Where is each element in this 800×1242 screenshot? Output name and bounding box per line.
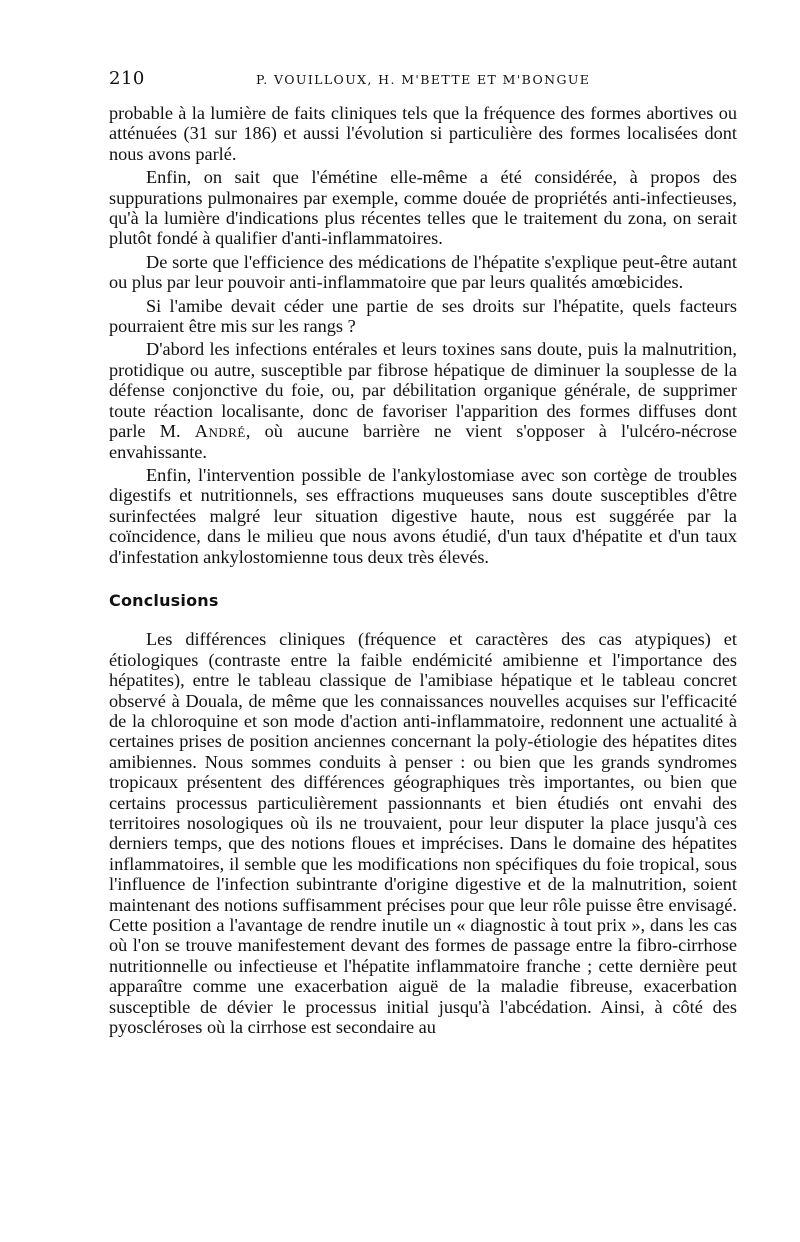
paragraph-text: , où aucune barrière ne vient s'opposer à l'ulcéro-nécrose envahissante. [109, 421, 737, 462]
paragraph: De sorte que l'efficience des médications de l'hépatite s'explique peut-être autant ou plus par leur pouvoir anti-inflammatoire que par leurs qualités amœbicides. [109, 251, 737, 293]
running-title: P. VOUILLOUX, H. M'BETTE ET M'BONGUE [256, 72, 591, 87]
page-number: 210 [109, 68, 145, 89]
paragraph: probable à la lumière de faits cliniques tels que la fréquence des formes abortives ou atténuées (31 sur 186) et aussi l'évolution si particulière des formes localisées dont nous avons parlé. [109, 103, 737, 164]
paragraph: Enfin, l'intervention possible de l'ankylostomiase avec son cortège de troubles digestifs et nutritionnels, ses effractions muqueuses sans doute susceptibles d'être surinfectées malgré leur situation digestive haute, nous est suggérée par la coïncidence, dans le milieu que nous avons étudié, d'un taux d'hépatite et d'un taux d'infestation ankylostomienne tous deux très élevés. [109, 464, 737, 567]
author-name: André [194, 421, 246, 442]
paragraph: Les différences cliniques (fréquence et caractères des cas atypiques) et étiologiques (contraste entre la faible endémicité amibienne et l'importance des hépatites), entre le tableau classique de l'amibiase hépatique et le tableau concret observé à Douala, de même que les connaissances nouvelles acquises sur l'efficacité de la chloroquine et son mode d'action anti-inflammatoire, redonnent une actualité à certaines prises de position anciennes concernant la poly-étiologie des hépatites dites amibiennes. Nous sommes conduits à penser : ou bien que les grands syndromes tropicaux présentent des différences géographiques très importantes, ou bien que certains processus particulièrement passionnants et bien étudiés ont envahi des territoires nosologiques où ils ne trouvaient, pour leur disputer la place jusqu'à ces derniers temps, que des notions floues et imprécises. Dans le domaine des hépatites inflammatoires, il semble que les modifications non spécifiques du foie tropical, sous l'influence de l'infection subintrante d'origine digestive et de la malnutrition, soient maintenant des notions suffisamment précises pour que leur rôle puisse être envisagé. Cette position a l'avantage de rendre inutile un « diagnostic à tout prix », dans les cas où l'on se trouve manifestement devant des formes de passage entre la fibro-cirrhose nutritionnelle ou infectieuse et l'hépatite inflammatoire franche ; cette dernière peut apparaître comme une exacerbation aiguë de la maladie fibreuse, exacerbation susceptible de dévier le processus initial jusqu'à l'abcédation. Ainsi, à côté des pyoscléroses où la cirrhose est secondaire au [109, 629, 737, 1038]
paragraph: Si l'amibe devait céder une partie de ses droits sur l'hépatite, quels facteurs pourraient être mis sur les rangs ? [109, 295, 737, 337]
running-head [109, 66, 737, 94]
paragraph [109, 339, 737, 461]
article-body [109, 103, 737, 1040]
paragraph-text: D'abord les infections entérales et leurs toxines sans doute, puis la malnutrition, protidique ou autre, susceptible par fibrose hépatique de diminuer la souplesse de la défense conjonctive du foie, ou, par débilitation organique générale, de supprimer toute réaction localisante, donc de favoriser l'apparition des formes diffuses dont parle M. [109, 339, 737, 442]
section-heading: Conclusions [109, 590, 219, 610]
paragraph: Enfin, on sait que l'émétine elle-même a été considérée, à propos des suppurations pulmonaires par exemple, comme douée de propriétés anti-infectieuses, qu'à la lumière d'indications plus récentes telles que le traitement du zona, on serait plutôt fondé à qualifier d'anti-inflammatoires. [109, 167, 737, 249]
